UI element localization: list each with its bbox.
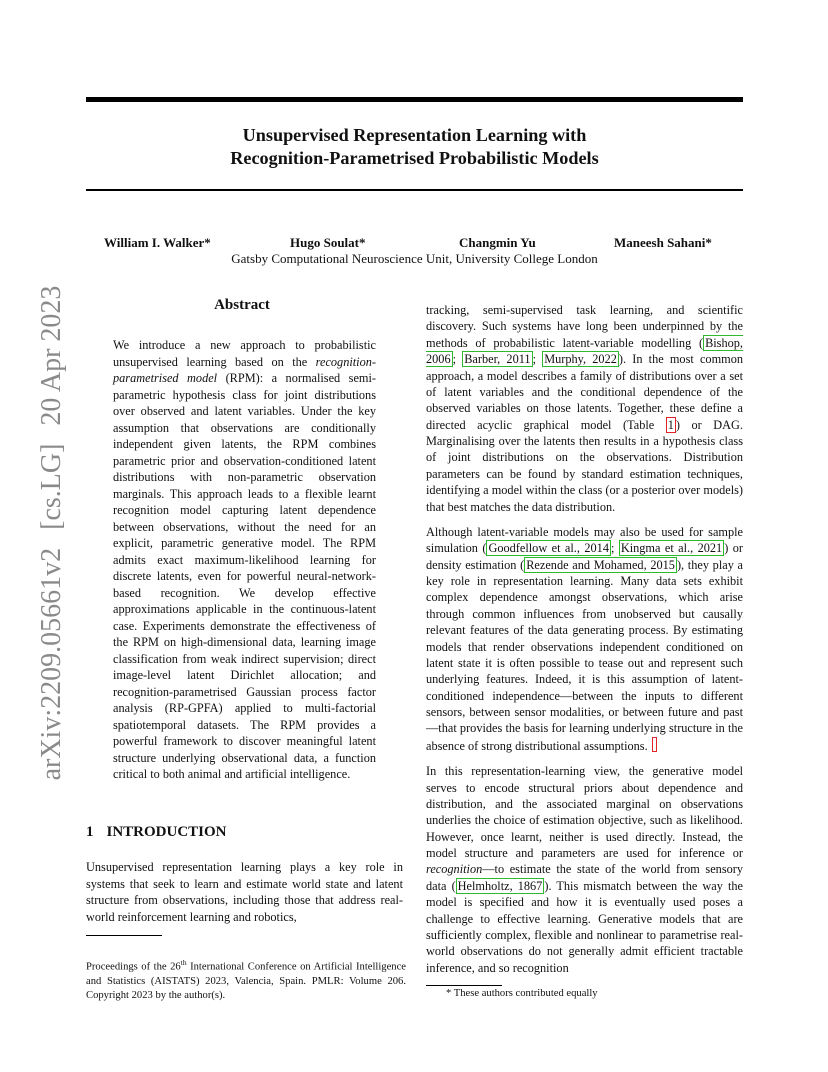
paper-title	[86, 124, 743, 170]
abstract-body	[113, 337, 376, 783]
p3-text-b: —to estimate the state of the world from sensory data (	[426, 862, 743, 893]
section-title: INTRODUCTION	[106, 824, 227, 840]
proceedings-footnote	[86, 956, 406, 1003]
p2-text-b: ) or density estimation (	[426, 541, 743, 572]
p1-separator: ;	[452, 352, 463, 367]
author-2: Hugo Soulat*	[290, 235, 366, 250]
arxiv-id: arXiv:2209.05661v2	[36, 547, 67, 781]
abstract-text-1: We introduce a new approach to probabilistic unsupervised learning based on the	[113, 338, 376, 369]
abstract-emphasis: recognition-parametrised model	[113, 354, 376, 385]
intro-left-paragraph: Unsupervised representation learning plays a key role in systems that seek to learn and estimate world state and latent structure from observations, including those that address real-world reinforcement learning and robotics,	[86, 860, 403, 924]
p2-text-c: ), they play a key role in representation learning. Many data sets exhibit complex dependence amongst observations, which arise through common influences from unobserved but causally relevant features of the data generating process. By estimating models that render observations independent conditioned on latent state it is often possible to tease out and represent such underlying features. Indeed, it is this assumption of latent-conditioned independence—between the inputs to different sensors, between sensor modalities, or between future and past—that provides the basis for learning underlying structure in the absence of strong distributional assumptions.	[426, 557, 743, 753]
citation-link[interactable]: Kingma et al., 2021	[620, 541, 723, 556]
proceedings-sup: th	[180, 958, 187, 967]
proceedings-text-1: Proceedings of the 26	[86, 961, 181, 973]
p1-text-b: ). In the most common approach, a model describes a family of distributions over a set of latent variables and the conditional dependence of the observed variables on those latents. Together, these define a directed acyclic graphical model (Table	[426, 352, 744, 432]
equal-contribution-footnote: * These authors contributed equally	[446, 988, 598, 999]
right-column	[426, 302, 743, 985]
citation-link[interactable]: Barber, 2011	[464, 352, 531, 367]
footnote-rule-right	[426, 985, 502, 986]
title-line-1: Unsupervised Representation Learning with	[242, 125, 587, 145]
p3-text-c: ). This mismatch between the way the model is specified and how it is eventually used poses a challenge to effective learning. Generative models that are sufficiently complex, flexible and nonlinear to parametrise real-world observations do not generally admit efficient tractable inference, and so recognition	[426, 878, 743, 975]
p3-emphasis: recognition	[426, 862, 483, 877]
affiliation: Gatsby Computational Neuroscience Unit, University College London	[231, 251, 598, 266]
paragraph-3	[426, 763, 743, 976]
section-heading	[86, 824, 227, 841]
p3-text-a: In this representation-learning view, the generative model serves to encode structural priors about dependence and distribution, and the associated marginal on observations underlies the choice of estimation objective, such as likelihood. However, once learnt, neither is used directly. Instead, the model structure and parameters are used for inference or	[426, 764, 743, 860]
proceedings-text-2: International Conference on Artificial Intelligence and Statistics (AISTATS) 2023, Valencia, Spain. PMLR: Volume 206. Copyright 2023 by the author(s).	[86, 961, 406, 1002]
author-4: Maneesh Sahani*	[614, 235, 712, 250]
section-number: 1	[86, 824, 94, 840]
citation-link[interactable]: Bishop, 2006	[426, 335, 743, 367]
top-thick-rule	[86, 97, 743, 102]
table-reference-link[interactable]: 1	[667, 417, 674, 432]
p1-text-c: ) or DAG. Marginalising over the latents then results in a hypothesis class of joint distributions on the observations. Distribution parameters can be found by standard estimation techniques, identifying a model within the class (or a posterior over models) that best matches the data distribution.	[426, 417, 744, 514]
arxiv-sidebar-stamp	[36, 268, 68, 781]
footnote-marker-link[interactable]	[652, 737, 657, 752]
paragraph-1	[426, 302, 743, 515]
author-3: Changmin Yu	[459, 235, 536, 250]
citation-link[interactable]: Murphy, 2022	[544, 352, 617, 367]
p1-separator: ;	[532, 352, 543, 367]
footnote-rule-left	[86, 935, 162, 936]
p2-separator: ;	[610, 541, 619, 556]
citation-link[interactable]: Goodfellow et al., 2014	[488, 541, 609, 556]
author-1: William I. Walker*	[104, 235, 211, 250]
title-bottom-rule	[86, 189, 743, 191]
arxiv-date: 20 Apr 2023	[36, 285, 67, 426]
p2-text-a: Although latent-variable models may also be used for sample simulation (	[426, 524, 743, 556]
abstract-heading: Abstract	[214, 297, 270, 313]
p1-text-a: tracking, semi-supervised task learning, and scientific discovery. Such systems have long been underpinned by the methods of probabilistic latent-variable modelling (	[426, 303, 743, 350]
abstract-text-2: (RPM): a normalised semi-parametric hypothesis class for joint distributions over observed and latent variables. Under the key assumption that observations are conditionally independent given latents, the RPM combines parametric prior and observation-conditioned latent distributions with non-parametric observation marginals. This approach leads to a flexible learnt recognition model capturing latent dependence between observations, without the need for an explicit, parametric generative model. The RPM admits exact maximum-likelihood learning for discrete latents, even for powerful neural-network-based recognition. We develop effective approximations applicable in the continuous-latent case. Experiments demonstrate the effectiveness of the RPM on high-dimensional data, learning image classification from weak indirect supervision; direct image-level latent Dirichlet allocation; and recognition-parametrised Gaussian process factor analysis (RP-GPFA) applied to multi-factorial spatiotemporal datasets. The RPM provides a powerful framework to discover meaningful latent structure underlying observational data, a function critical to both animal and artificial intelligence.	[113, 371, 376, 781]
paragraph-2	[426, 524, 743, 754]
title-line-2: Recognition-Parametrised Probabilistic Models	[230, 148, 599, 168]
arxiv-category: [cs.LG]	[36, 443, 67, 530]
citation-link[interactable]: Helmholtz, 1867	[457, 878, 543, 893]
citation-link[interactable]: Rezende and Mohamed, 2015	[526, 557, 675, 572]
